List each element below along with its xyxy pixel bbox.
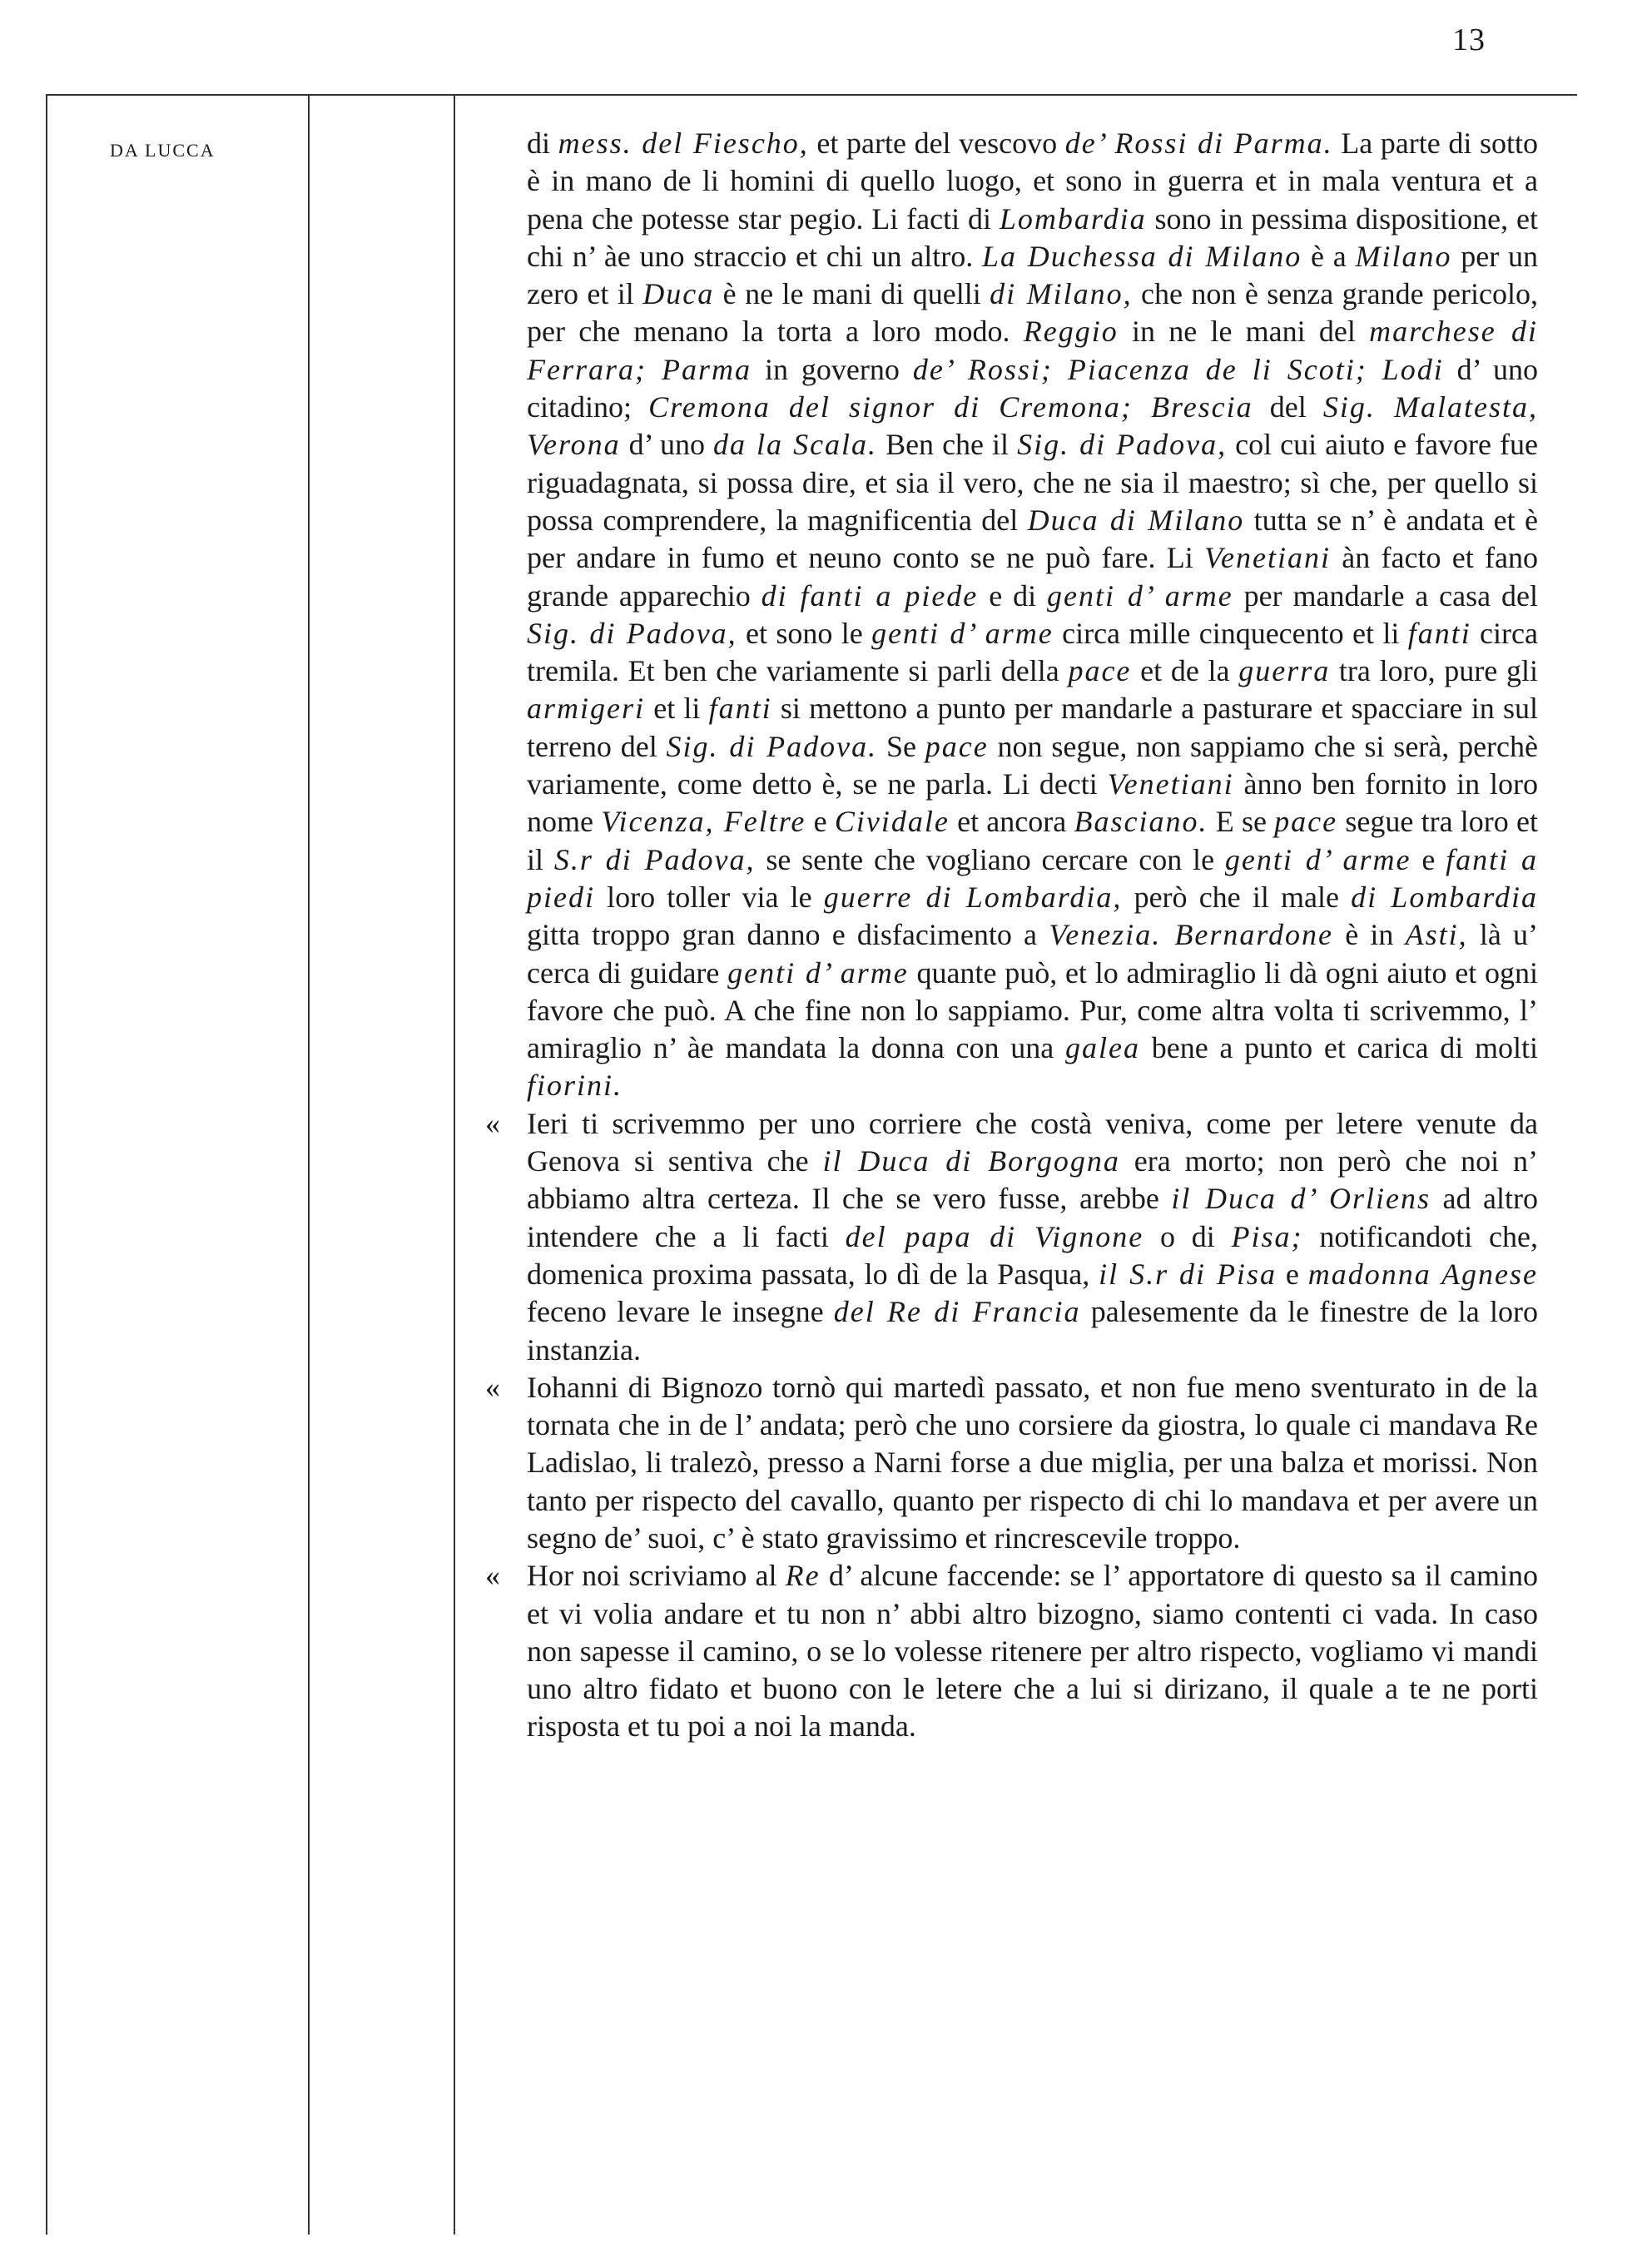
text-run: per un zero et il xyxy=(527,239,1539,311)
text-run: et li xyxy=(645,692,709,726)
italic-text: di fanti a piede xyxy=(761,578,979,613)
text-run: et de la xyxy=(1131,654,1239,688)
italic-text: genti d’ arme xyxy=(1046,578,1233,613)
italic-text: de’ Rossi di Parma. xyxy=(1064,126,1333,160)
italic-text: fanti xyxy=(708,692,772,726)
text-run: era morto; non però che noi n’ abbiamo altra certeza. Il che se vero fusse, arebbe xyxy=(527,1144,1538,1216)
italic-text: del Re di Francia xyxy=(833,1295,1081,1329)
italic-text: Venetiani xyxy=(1204,541,1332,575)
text-run: ànno ben fornito in loro nome xyxy=(527,767,1538,839)
italic-text: madonna Agnese xyxy=(1307,1257,1539,1291)
quote-mark: « xyxy=(485,1106,500,1140)
italic-text: Venezia. Bernardone xyxy=(1049,918,1334,952)
italic-text: mess. del Fiescho, xyxy=(558,126,809,160)
text-run: è a xyxy=(1302,239,1356,273)
italic-text: pace xyxy=(1274,805,1338,839)
text-run: non segue, non sappiamo che si serà, perchè variamente, come detto è, se ne parla. Li decti xyxy=(527,729,1538,801)
text-run: è in xyxy=(1333,918,1406,952)
italic-text: Pisa; xyxy=(1231,1219,1303,1253)
text-run: gitta troppo gran danno e disfacimento a xyxy=(527,918,1049,952)
text-run: però che il male xyxy=(1122,880,1352,914)
text-run: in ne le mani del xyxy=(1118,315,1370,349)
page-number: 13 xyxy=(1452,22,1486,57)
text-run: et parte del vescovo xyxy=(808,126,1065,160)
text-run: palesemente da le finestre de la loro instanzia. xyxy=(527,1295,1538,1367)
italic-text: pace xyxy=(925,729,989,763)
italic-text: Cremona del signor di Cremona; Brescia xyxy=(648,390,1253,424)
text-run: circa mille cinquecento et li xyxy=(1053,616,1408,650)
italic-text: guerra xyxy=(1238,654,1331,688)
text-run: segue tra loro et il xyxy=(527,805,1539,876)
italic-text: del papa di Vignone xyxy=(845,1219,1144,1253)
text-run: Hor noi scriviamo al xyxy=(527,1559,786,1593)
text-run: Ben che il xyxy=(877,428,1018,462)
italic-text: Asti, xyxy=(1405,918,1468,952)
italic-text: galea xyxy=(1065,1031,1140,1065)
text-run: ad altro intendere che a li facti xyxy=(527,1182,1538,1253)
text-run: là u’ cerca di guidare xyxy=(527,918,1539,990)
text-run: e di xyxy=(978,578,1047,613)
italic-text: La Duchessa di Milano xyxy=(981,239,1302,273)
margin-rule-right xyxy=(454,96,455,2235)
italic-text: Sig. di Padova. xyxy=(666,729,878,763)
text-run: Ieri ti scrivemmo per uno corriere che costà veniva, come per letere venute da Genova si sentiva che xyxy=(527,1106,1538,1178)
italic-text: il Duca di Borgogna xyxy=(822,1144,1120,1178)
text-run: è ne le mani di quelli xyxy=(714,277,990,311)
italic-text: genti d’ arme xyxy=(871,616,1054,650)
italic-text: S.r di Padova, xyxy=(553,842,756,876)
italic-text: Reggio xyxy=(1023,315,1119,349)
italic-text: di Milano, xyxy=(990,277,1133,311)
italic-text: marchese di Ferrara; Parma xyxy=(527,315,1538,386)
italic-text: da la Scala. xyxy=(713,428,878,462)
italic-text: il Duca d’ Orliens xyxy=(1171,1182,1431,1216)
text-run: si mettono a punto per mandarle a pasturare et spacciare in sul terreno del xyxy=(527,692,1538,763)
text-run: tutta se n’ è andata et è per andare in fumo et neuno conto se ne può fare. Li xyxy=(527,503,1538,575)
text-run: d’ alcune faccende: se l’ apportatore di questo sa il camino et vi volia andare et tu non n’ abbi altro bizogno, siamo contenti ci vada. In caso non sapesse il camino, o se lo volesse ritenere per altro rispecto, vogliamo vi mandi uno altro fidato et buono con le letere che a lui si dirizano, il quale a te ne porti risposta et tu poi a noi la manda. xyxy=(527,1559,1538,1744)
header-rule xyxy=(46,94,1577,96)
paragraph-4 xyxy=(485,1557,1538,1745)
text-run: notificandoti che, domenica proxima passata, lo dì de la Pasqua, xyxy=(527,1219,1538,1291)
italic-text: Sig. di Padova, xyxy=(1017,428,1228,462)
italic-text: Sig. di Padova, xyxy=(527,616,737,650)
margin-rule-middle xyxy=(308,96,310,2235)
italic-text: pace xyxy=(1068,654,1132,688)
text-run: in governo xyxy=(751,352,913,386)
text-run: et ancora xyxy=(949,805,1074,839)
text-run: se sente che vogliano cercare con le xyxy=(755,842,1225,876)
text-run: Se xyxy=(877,729,925,763)
italic-text: armigeri xyxy=(527,692,645,726)
text-run: del xyxy=(1253,390,1323,424)
italic-text: Basciano. xyxy=(1074,805,1208,839)
text-run: feceno levare le insegne xyxy=(527,1295,834,1329)
text-run: e xyxy=(1276,1257,1308,1291)
text-run: d’ uno xyxy=(620,428,714,462)
text-run: e xyxy=(806,805,835,839)
italic-text: genti d’ arme xyxy=(727,955,909,990)
text-run: et sono le xyxy=(737,616,872,650)
text-run: loro toller via le xyxy=(594,880,824,914)
italic-text: guerre di Lombardia, xyxy=(823,880,1123,914)
quote-mark: « xyxy=(485,1370,500,1404)
text-run: sono in pessima dispositione, et chi n’ àe uno straccio et chi un altro. xyxy=(527,201,1539,273)
italic-text: genti d’ arme xyxy=(1224,842,1411,876)
text-run: tra loro, pure gli xyxy=(1330,654,1538,688)
italic-text: Venetiani xyxy=(1107,767,1234,801)
italic-text: fanti xyxy=(1407,616,1471,650)
text-run: che non è senza grande pericolo, per che menano la torta a loro modo. xyxy=(527,277,1538,349)
margin-rule-left xyxy=(46,96,47,2235)
text-run: o di xyxy=(1144,1219,1232,1253)
text-run: Iohanni di Bignozo tornò qui martedì passato, et non fue meno sventurato in de la tornata che in de l’ andata; però che uno corsiere da giostra, lo quale ci mandava Re Ladislao, li tralezò, presso a Narni forse a due miglia, per una balza et morissi. Non tanto per rispecto del cavallo, quanto per rispecto di chi lo mandava et per avere un segno de’ suoi, c’ è stato gravissimo et rincrescevile troppo. xyxy=(527,1370,1538,1555)
text-run: e xyxy=(1411,842,1446,876)
italic-text: Duca di Milano xyxy=(1027,503,1245,537)
italic-text: fiorini. xyxy=(527,1069,623,1103)
italic-text: Vicenza, Feltre xyxy=(601,805,806,839)
paragraph-2 xyxy=(485,1105,1539,1369)
italic-text: il S.r di Pisa xyxy=(1099,1257,1277,1291)
text-run: E se xyxy=(1208,805,1275,839)
paragraph-1 xyxy=(527,125,1538,1105)
italic-text: de’ Rossi; Piacenza de li Scoti; Lodi xyxy=(912,352,1444,386)
italic-text: Re xyxy=(785,1559,821,1593)
italic-text: Duca xyxy=(642,277,715,311)
text-run: per mandarle a casa del xyxy=(1233,578,1539,613)
text-run: di xyxy=(527,126,558,160)
text-run: La parte di sotto è in mano de li homini di quello luogo, et sono in guerra et in mala ventura et a pena che potesse star pegio. Li facti di xyxy=(527,126,1538,236)
italic-text: Cividale xyxy=(834,805,950,839)
quote-mark: « xyxy=(485,1559,500,1593)
italic-text: Lombardia xyxy=(999,201,1147,236)
italic-text: di Lombardia xyxy=(1351,880,1538,914)
paragraph-3 xyxy=(485,1369,1538,1557)
text-run: quante può, et lo admiraglio li dà ogni aiuto et ogni favore che può. A che fine non lo sappiamo. Pur, come altra volta ti scrivemmo, l’ amiraglio n’ àe mandata la donna con una xyxy=(527,955,1539,1065)
body-text xyxy=(485,125,1539,1746)
running-head: DA LUCCA xyxy=(110,140,216,161)
italic-text: fanti a piedi xyxy=(527,842,1538,914)
italic-text: Sig. Malatesta, Verona xyxy=(527,390,1539,462)
text-run: col cui aiuto e favore fue riguadagnata, si possa dire, et sia il vero, che ne sia il maestro; sì che, per quello si possa comprendere, la magnificentia del xyxy=(527,428,1538,537)
text-run: d’ uno citadino; xyxy=(527,352,1538,424)
text-run: bene a punto et carica di molti xyxy=(1139,1031,1538,1065)
italic-text: Milano xyxy=(1355,239,1452,273)
text-run: circa tremila. Et ben che variamente si parli della xyxy=(527,616,1538,688)
text-run: àn facto et fano grande apparechio xyxy=(527,541,1538,613)
